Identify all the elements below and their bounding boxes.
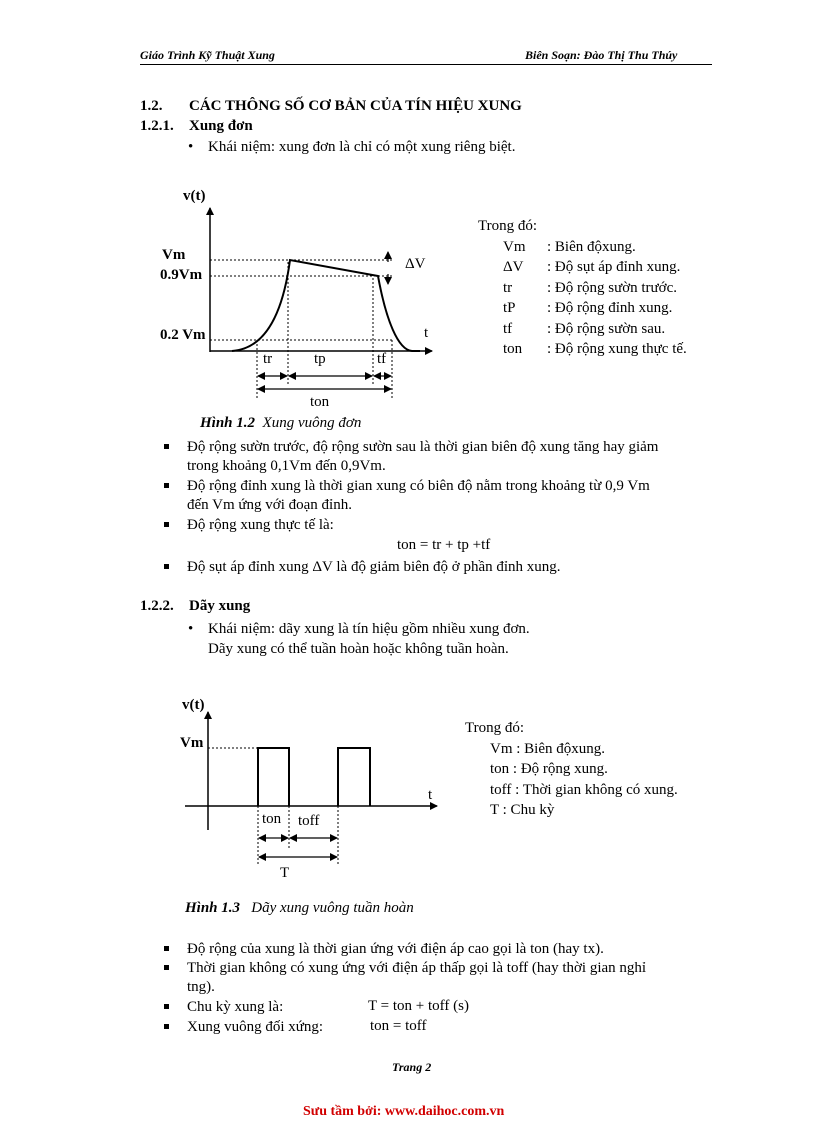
- fig13-ton-label: ton: [262, 811, 282, 827]
- fig12-v02-label: 0.2 Vm: [160, 327, 206, 343]
- bullet-off-time: Thời gian không có xung ứng với điện áp thấp gọi là toff (hay thời gian nghỉ tng).: [187, 959, 646, 997]
- fig12-vm-label: Vm: [162, 247, 186, 263]
- fig13-period-label: T: [280, 865, 290, 881]
- fig13-toff-label: toff: [298, 813, 320, 829]
- fig12-vt-label: v(t): [183, 188, 206, 204]
- formula-ton: ton = tr + tp +tf: [397, 537, 491, 553]
- bullet-top-width: Độ rộng đỉnh xung là thời gian xung có biên độ nằm trong khoảng từ 0,9 Vm đến Vm ứng với đoạn đỉnh.: [187, 477, 650, 515]
- fig12-legend-item: tf : Độ rộng sườn sau.: [503, 320, 666, 337]
- fig13-legend-item: Vm : Biên độxung.: [490, 740, 605, 757]
- fig12-caption-number: Hình 1.2: [200, 415, 256, 431]
- bullet-rise-fall-width: Độ rộng sườn trước, độ rộng sườn sau là thời gian biên độ xung tăng hay giảm trong khoảng 0,1Vm đến 0,9Vm.: [187, 438, 658, 476]
- fig12-legend: [478, 216, 687, 360]
- fig13-caption: [185, 900, 414, 917]
- footer-link[interactable]: www.daihoc.com.vn: [384, 1104, 505, 1119]
- concept-single-pulse: [208, 139, 515, 156]
- fig13-vt-label: v(t): [182, 697, 205, 713]
- pulse-train-waveform: [258, 748, 370, 806]
- subsection-2-title: Dãy xung: [189, 598, 251, 614]
- concept-pulse-train: Khái niệm: dãy xung là tín hiệu gồm nhiều xung đơn. Dãy xung có thể tuần hoàn hoặc không tuần hoàn.: [208, 621, 530, 657]
- bullet-pulse-width: Độ rộng của xung là thời gian ứng với điện áp cao gọi là ton (hay tx).: [187, 940, 604, 959]
- concept-single-pulse-text: Khái niệm: xung đơn là chỉ có một xung riêng biệt.: [208, 139, 516, 155]
- figure-1-2-single-pulse: [150, 180, 450, 410]
- fig13-caption-number: Hình 1.3: [185, 900, 241, 916]
- fig12-tr-label: tr: [263, 351, 273, 367]
- fig13-caption-text: Dãy xung vuông tuần hoàn: [251, 900, 414, 916]
- fig12-t-label: t: [424, 325, 429, 341]
- formula-period: T = ton + toff (s): [368, 998, 469, 1014]
- fig12-legend-item: tr : Độ rộng sườn trước.: [503, 279, 678, 296]
- fig13-legend-item: toff : Thời gian không có xung.: [490, 781, 678, 798]
- page-number: Trang 2: [392, 1060, 432, 1074]
- header-right: Biên Soạn: Đào Thị Thu Thúy: [525, 48, 678, 62]
- fig12-v09-label: 0.9Vm: [160, 267, 203, 283]
- fig13-t-label: t: [428, 787, 433, 803]
- bullet-actual-width: Độ rộng xung thực tế là:: [187, 516, 334, 535]
- fig12-legend-item: tP : Độ rộng đỉnh xung.: [503, 300, 673, 316]
- bullet-symmetric: Xung vuông đối xứng:: [187, 1018, 323, 1037]
- fig12-legend-item: Vm : Biên độxung.: [503, 238, 636, 255]
- fig12-dv-label: ΔV: [405, 256, 426, 272]
- fig12-ton-label: ton: [310, 394, 330, 410]
- fig13-legend-item: T : Chu kỳ: [490, 802, 555, 818]
- fig12-legend-item: ΔV : Độ sụt áp đỉnh xung.: [503, 259, 681, 275]
- section-title: CÁC THÔNG SỐ CƠ BẢN CỦA TÍN HIỆU XUNG: [189, 98, 522, 114]
- bullet-voltage-drop: Độ sụt áp đỉnh xung ΔV là độ giảm biên độ ở phần đỉnh xung.: [187, 558, 561, 577]
- subsection-1-number: 1.2.1.: [140, 118, 174, 134]
- header-divider: [140, 64, 712, 65]
- fig12-caption-text: Xung vuông đơn: [262, 415, 362, 431]
- figure-1-3-pulse-train: [150, 688, 450, 888]
- fig13-legend: [465, 718, 678, 821]
- bullet-period: Chu kỳ xung là:: [187, 998, 283, 1017]
- subsection-1-title: Xung đơn: [189, 118, 253, 134]
- footer-label: Sưu tầm bởi:: [303, 1104, 382, 1119]
- footer-source: [303, 1104, 504, 1120]
- fig12-legend-item: ton : Độ rộng xung thực tế.: [503, 341, 687, 357]
- fig12-tf-label: tf: [377, 351, 387, 367]
- fig12-legend-title: Trong đó:: [478, 218, 538, 234]
- fig12-tp-label: tp: [314, 351, 326, 367]
- subsection-2-number: 1.2.2.: [140, 598, 174, 614]
- fig13-legend-item: ton : Độ rộng xung.: [490, 761, 608, 777]
- formula-symmetric: ton = toff: [370, 1018, 427, 1034]
- fig13-vm-label: Vm: [180, 735, 204, 751]
- fig12-caption: [200, 415, 361, 432]
- pulse-waveform: [232, 260, 420, 351]
- section-number: 1.2.: [140, 98, 163, 114]
- header-left: Giáo Trình Kỹ Thuật Xung: [140, 48, 275, 62]
- fig13-legend-title: Trong đó:: [465, 720, 525, 736]
